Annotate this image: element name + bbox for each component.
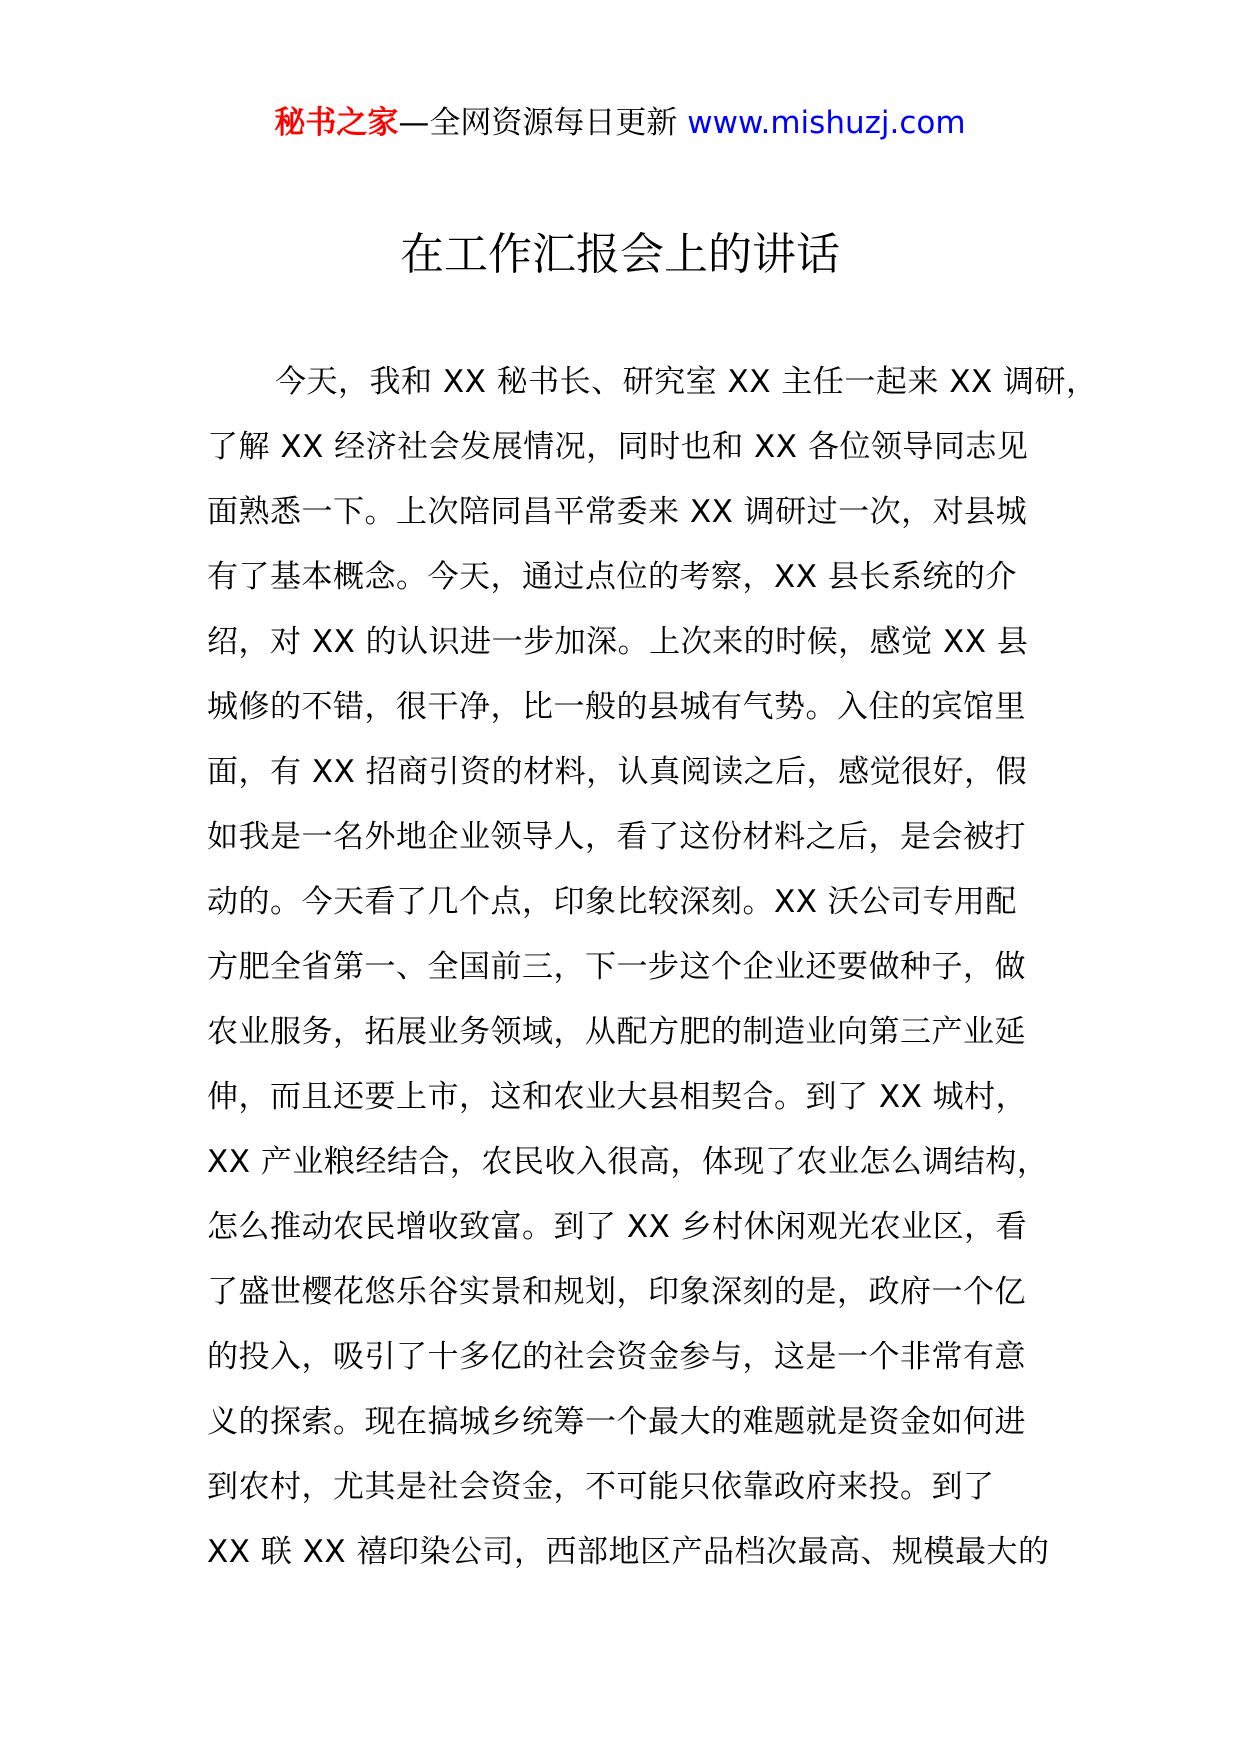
site-header (0, 98, 1240, 148)
brand-name: 秘书之家 (274, 105, 399, 141)
paragraph-line: 农业服务，拓展业务领域，从配方肥的制造业向第三产业延 (207, 1014, 1026, 1050)
document-title: 在工作汇报会上的讲话 (400, 229, 840, 280)
paragraph-line: XX 产业粮经结合，农民收入很高，体现了农业怎么调结构， (207, 1144, 1049, 1180)
paragraph-line: 方肥全省第一、全国前三，下一步这个企业还要做种子，做 (207, 949, 1026, 985)
paragraph-line: XX 联 XX 禧印染公司，西部地区产品档次最高、规模最大的 (207, 1534, 1050, 1570)
paragraph-line: 的投入，吸引了十多亿的社会资金参与，这是一个非常有意 (207, 1339, 1026, 1375)
paragraph-line: 面熟悉一下。上次陪同昌平常委来 XX 调研过一次，对县城 (207, 494, 1028, 530)
paragraph-line: 伸，而且还要上市，这和农业大县相契合。到了 XX 城村， (207, 1079, 1028, 1115)
paragraph-line: 动的。今天看了几个点，印象比较深刻。XX 沃公司专用配 (207, 884, 1017, 920)
paragraph-line: 到农村，尤其是社会资金，不可能只依靠政府来投。到了 (207, 1469, 995, 1505)
paragraph-line: 绍，对 XX 的认识进一步加深。上次来的时候，感觉 XX 县 (207, 624, 1029, 660)
paragraph-line: 了盛世樱花悠乐谷实景和规划，印象深刻的是，政府一个亿 (207, 1274, 1026, 1310)
paragraph-line: 今天，我和 XX 秘书长、研究室 XX 主任一起来 XX 调研， (275, 364, 1098, 400)
paragraph-line: 怎么推动农民增收致富。到了 XX 乡村休闲观光农业区，看 (207, 1209, 1028, 1245)
site-url-link[interactable]: www.mishuzj.com (687, 105, 966, 141)
paragraph-line: 如我是一名外地企业领导人，看了这份材料之后，是会被打 (207, 819, 1026, 855)
document-body (207, 350, 1137, 1585)
site-slogan: —全网资源每日更新 (398, 105, 688, 141)
paragraph-line: 义的探索。现在搞城乡统筹一个最大的难题就是资金如何进 (207, 1404, 1026, 1440)
paragraph-line: 面，有 XX 招商引资的材料，认真阅读之后，感觉很好，假 (207, 754, 1028, 790)
paragraph-line: 城修的不错，很干净，比一般的县城有气势。入住的宾馆里 (207, 689, 1026, 725)
paragraph-line: 有了基本概念。今天，通过点位的考察，XX 县长系统的介 (207, 559, 1017, 595)
paragraph-line: 了解 XX 经济社会发展情况，同时也和 XX 各位领导同志见 (207, 429, 1029, 465)
